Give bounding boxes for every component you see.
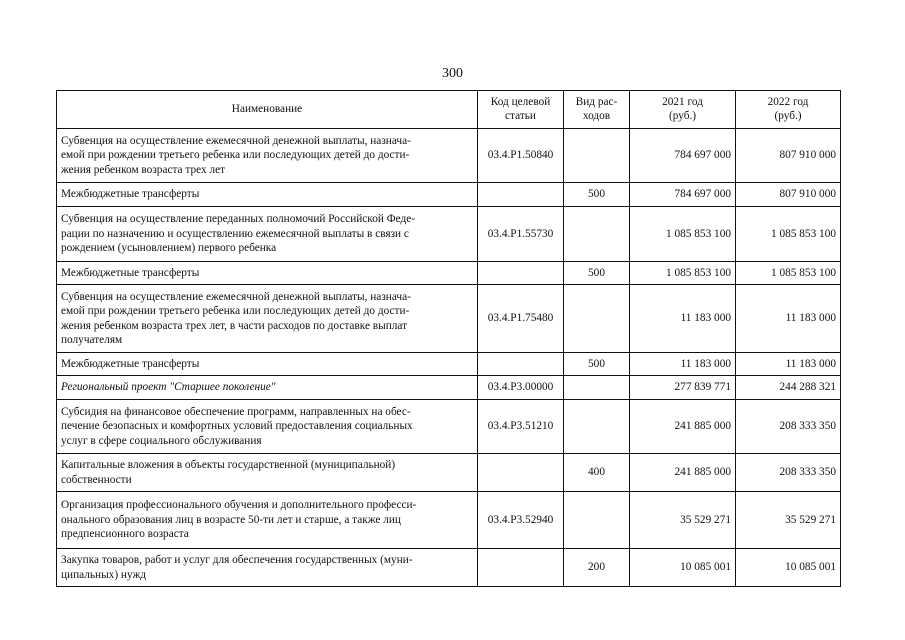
cell-amount-2022: 35 529 271 [736,492,841,549]
cell-amount-2022: 11 183 000 [736,353,841,376]
cell-amount-2022: 807 910 000 [736,183,841,207]
cell-kind: 200 [564,549,630,587]
cell-name: Капитальные вложения в объекты государственной (муниципальной) собственности [57,454,478,492]
cell-kind [564,285,630,353]
table-row [57,129,841,183]
cell-amount-2021: 1 085 853 100 [630,262,736,285]
budget-table [56,90,841,587]
table-row [57,454,841,492]
cell-name: Субсидия на финансовое обеспечение программ, направленных на обес- печение безопасных и комфортных условий предоставления социальных услуг в сфере социального обслуживания [57,400,478,454]
cell-amount-2021: 784 697 000 [630,183,736,207]
cell-name: Организация профессионального обучения и дополнительного професси- онального образования лиц в возрасте 50-ти лет и старше, а также лиц предпенсионного возраста [57,492,478,549]
cell-amount-2022: 11 183 000 [736,285,841,353]
table-header-row [57,91,841,129]
table-row [57,376,841,400]
cell-code [478,353,564,376]
cell-code [478,549,564,587]
cell-amount-2021: 35 529 271 [630,492,736,549]
cell-amount-2021: 241 885 000 [630,400,736,454]
header-2022: 2022 год (руб.) [736,91,841,129]
cell-amount-2021: 277 839 771 [630,376,736,400]
cell-amount-2022: 244 288 321 [736,376,841,400]
cell-code [478,454,564,492]
cell-amount-2021: 241 885 000 [630,454,736,492]
cell-code: 03.4.P3.51210 [478,400,564,454]
cell-name: Закупка товаров, работ и услуг для обеспечения государственных (муни- ципальных) нужд [57,549,478,587]
cell-amount-2022: 208 333 350 [736,400,841,454]
cell-kind: 400 [564,454,630,492]
table-row [57,183,841,207]
cell-name: Субвенция на осуществление ежемесячной денежной выплаты, назнача- емой при рождении третьего ребенка или последующих детей до дости- жения ребенком возраста трех лет [57,129,478,183]
cell-code [478,262,564,285]
cell-kind [564,207,630,262]
table-row [57,549,841,587]
table-row [57,262,841,285]
cell-amount-2021: 11 183 000 [630,353,736,376]
cell-code: 03.4.P3.52940 [478,492,564,549]
cell-amount-2021: 11 183 000 [630,285,736,353]
cell-kind [564,400,630,454]
table-row [57,353,841,376]
cell-amount-2022: 10 085 001 [736,549,841,587]
cell-kind: 500 [564,262,630,285]
cell-name: Межбюджетные трансферты [57,183,478,207]
page-number: 300 [442,66,463,81]
header-kind: Вид рас- ходов [564,91,630,129]
cell-code: 03.4.P1.55730 [478,207,564,262]
cell-name: Субвенция на осуществление ежемесячной денежной выплаты, назнача- емой при рождении третьего ребенка или последующих детей до дости- жения ребенком возраста трех лет, в части расходов по доставке выплат получателям [57,285,478,353]
cell-name: Субвенция на осуществление переданных полномочий Российской Феде- рации по назначению и осуществлению ежемесячной выплаты в связи с рождением (усыновлением) первого ребенка [57,207,478,262]
cell-amount-2021: 784 697 000 [630,129,736,183]
table-row [57,492,841,549]
header-code: Код целевой статьи [478,91,564,129]
cell-name: Региональный проект "Старшее поколение" [57,376,478,400]
cell-kind [564,492,630,549]
cell-amount-2022: 807 910 000 [736,129,841,183]
cell-amount-2022: 208 333 350 [736,454,841,492]
cell-code: 03.4.P1.75480 [478,285,564,353]
table-row [57,207,841,262]
header-name: Наименование [57,91,478,129]
cell-name: Межбюджетные трансферты [57,262,478,285]
cell-code: 03.4.P3.00000 [478,376,564,400]
table-row [57,400,841,454]
cell-amount-2022: 1 085 853 100 [736,207,841,262]
table-row [57,285,841,353]
header-2021: 2021 год (руб.) [630,91,736,129]
cell-amount-2022: 1 085 853 100 [736,262,841,285]
cell-code: 03.4.P1.50840 [478,129,564,183]
cell-code [478,183,564,207]
cell-kind [564,376,630,400]
cell-name: Межбюджетные трансферты [57,353,478,376]
cell-amount-2021: 10 085 001 [630,549,736,587]
cell-kind [564,129,630,183]
cell-amount-2021: 1 085 853 100 [630,207,736,262]
cell-kind: 500 [564,353,630,376]
cell-kind: 500 [564,183,630,207]
